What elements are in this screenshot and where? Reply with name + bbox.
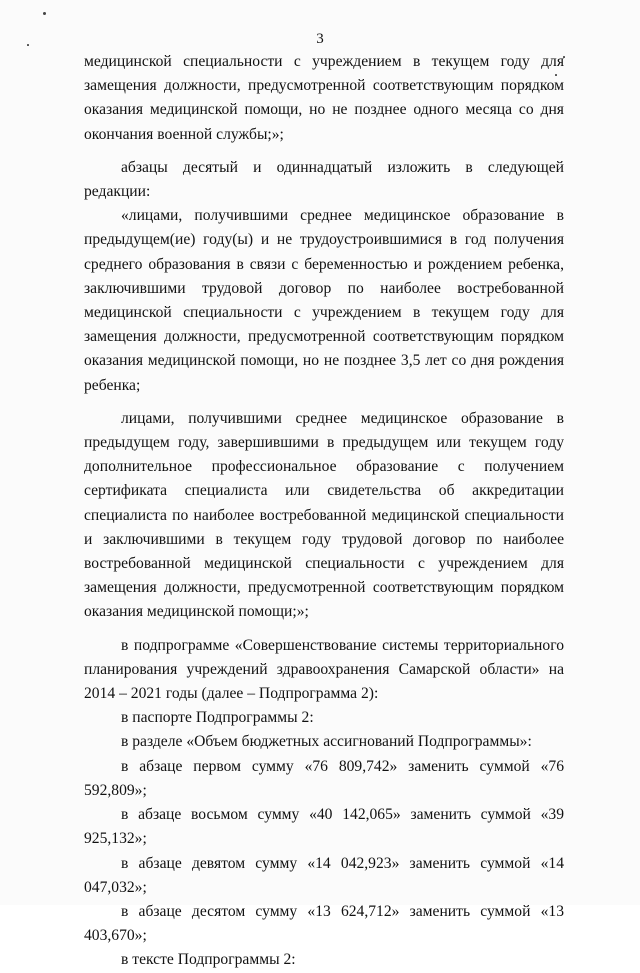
paragraph-amount-ninth: в абзаце девятом сумму «14 042,923» заменить суммой «14 047,032»; <box>84 854 564 896</box>
paragraph-quoted-eleventh: лицами, получившими среднее медицинское образование в предыдущем году, завершившими в предыдущем или текущем году дополнительное профессиональное образование с получением сертификата специалиста или свидетельства об аккредитации специалиста по наиболее востребованной медицинской специальности и заключившими в текущем году трудовой договор по наиболее востребованной медицинской специальности с учреждением для замещения должности, предусмотренной соответствующим порядком оказания медицинской помощи;»; <box>84 409 564 621</box>
paragraph-amount-eighth: в абзаце восьмом сумму «40 142,065» заменить суммой «39 925,132»; <box>84 806 564 848</box>
page-number: 3 <box>316 31 324 47</box>
paragraph-amount-first: в абзаце первом сумму «76 809,742» заменить суммой «76 592,809»; <box>84 757 564 799</box>
paragraph-subprogram-text: в тексте Подпрограммы 2: <box>121 951 296 969</box>
paragraph-quoted-tenth: «лицами, получившими среднее медицинское образование в предыдущем(ие) году(ы) и не трудоустроившимися в год получения среднего образования в связи с беременностью и рождением ребенка, заключившими трудовой договор по наиболее востребованной медицинской специальности с учреждением в текущем году для замещения должности, предусмотренной соответствующим порядком оказания медицинской помощи, но не позднее 3,5 лет со дня рождения ребенка; <box>84 207 564 394</box>
paragraph-amount-tenth: в абзаце десятом сумму «13 624,712» заменить суммой «13 403,670»; <box>84 902 564 945</box>
paragraph-passport: в паспорте Подпрограммы 2: <box>121 709 314 727</box>
paragraph-subprogram-2: в подпрограмме «Совершенствование системы территориального планирования учреждений здравоохранения Самарской области» на 2014 – 2021 годы (далее – Подпрограмма 2): <box>84 636 564 703</box>
paragraph-continuation: медицинской специальности с учреждением в текущем году для замещения должности, предусмотренной соответствующим порядком оказания медицинской помощи, но не позднее одного месяца со дня окончания военной службы;»; <box>84 53 564 143</box>
scan-speck <box>43 12 46 15</box>
paragraph-section-budget: в разделе «Объем бюджетных ассигнований Подпрограммы»: <box>121 733 532 751</box>
paragraph-amendment-intro: абзацы десятый и одиннадцатый изложить в следующей редакции: <box>84 158 564 201</box>
document-body <box>84 50 564 973</box>
